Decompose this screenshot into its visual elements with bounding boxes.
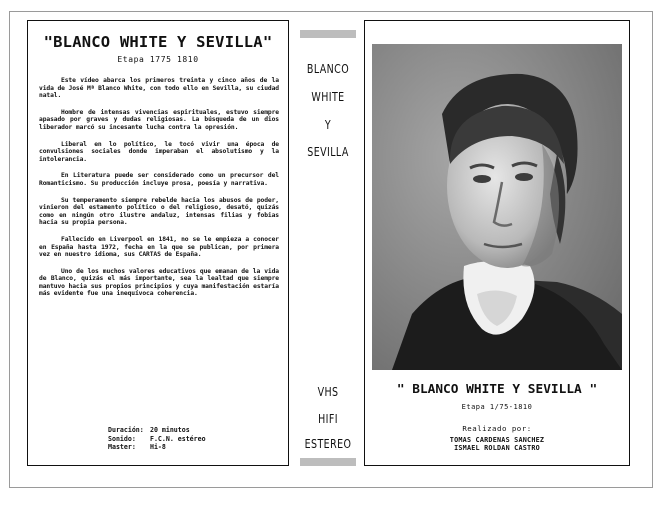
credit-label: Master: bbox=[108, 443, 136, 452]
author-name: ISMAEL ROLDAN CASTRO bbox=[454, 444, 540, 453]
spine-format: HIFI bbox=[318, 412, 338, 427]
spine-top-bar bbox=[300, 30, 356, 38]
credit-sound bbox=[108, 435, 206, 444]
description-paragraph: En Literatura puede ser considerado como un precursor del Romanticismo. Su producción incluye prosa, poesía y narrativa. bbox=[39, 172, 279, 187]
credit-label: Sonido: bbox=[108, 434, 136, 443]
description-paragraph: Liberal en lo político, le tocó vivir una época de convulsiones sociales donde imperaban el absolutismo y la intolerancia. bbox=[39, 140, 279, 163]
spine-word: BLANCO bbox=[306, 62, 350, 77]
back-cover-subtitle: Etapa 1775 1810 bbox=[117, 55, 199, 64]
spine-format: VHS bbox=[317, 385, 339, 400]
spine-word: WHITE bbox=[311, 90, 345, 105]
technical-credits bbox=[108, 426, 206, 452]
credit-value: F.C.N. estéreo bbox=[149, 434, 206, 443]
description-paragraph: Este vídeo abarca los primeros treinta y cinco años de la vida de José Mª Blanco White, con todo ello en Sevilla, su ciudad natal. bbox=[39, 77, 279, 100]
spine-word: Y bbox=[324, 118, 332, 133]
spine-word: SEVILLA bbox=[307, 145, 349, 160]
credit-value: Hi-8 bbox=[149, 443, 166, 452]
spine-format: ESTEREO bbox=[304, 437, 352, 452]
back-cover-panel bbox=[27, 20, 289, 466]
front-cover-subtitle: Etapa 1/75-1810 bbox=[461, 403, 533, 411]
description-paragraph: Su temperamento siempre rebelde hacia los abusos de poder, vinieron del estamento político o del religioso, desató, quizás como en ningún otro ilustre andaluz, intensas filias y fobias hacia su propia persona. bbox=[39, 196, 279, 227]
made-by-label: Realizado por: bbox=[462, 424, 532, 433]
description-text bbox=[39, 77, 279, 307]
front-cover-title: " BLANCO WHITE Y SEVILLA " bbox=[396, 382, 598, 397]
back-cover-title: "BLANCO WHITE Y SEVILLA" bbox=[43, 33, 273, 51]
credit-label: Duración: bbox=[108, 426, 144, 434]
description-paragraph: Uno de los muchos valores educativos que emanan de la vida de Blanco, quizás el más importante, sea la lealtad que siempre mantuvo hacia sus propios principios y cuya manifestación estaría más evidente fue una inequívoca coherencia. bbox=[39, 267, 279, 298]
spine-bottom-bar bbox=[300, 458, 356, 466]
credit-value: 20 minutos bbox=[149, 426, 190, 434]
authors-list bbox=[364, 436, 630, 453]
credit-master bbox=[108, 443, 206, 452]
author-name: TOMAS CARDENAS SANCHEZ bbox=[449, 436, 545, 444]
description-paragraph: Hombre de intensas vivencias espirituales, estuvo siempre apasado por graves y dudas religiosas. La búsqueda de un dios liberador marcó su incesante lucha contra la opresión. bbox=[39, 108, 279, 131]
description-paragraph: Fallecido en Liverpool en 1841, no se le empieza a conocer en España hasta 1972, fecha en la que se publican, por primera vez en nuestro idioma, sus CARTAS de España. bbox=[39, 235, 279, 259]
credit-duration bbox=[108, 426, 206, 435]
portrait-photo-icon bbox=[372, 44, 622, 370]
